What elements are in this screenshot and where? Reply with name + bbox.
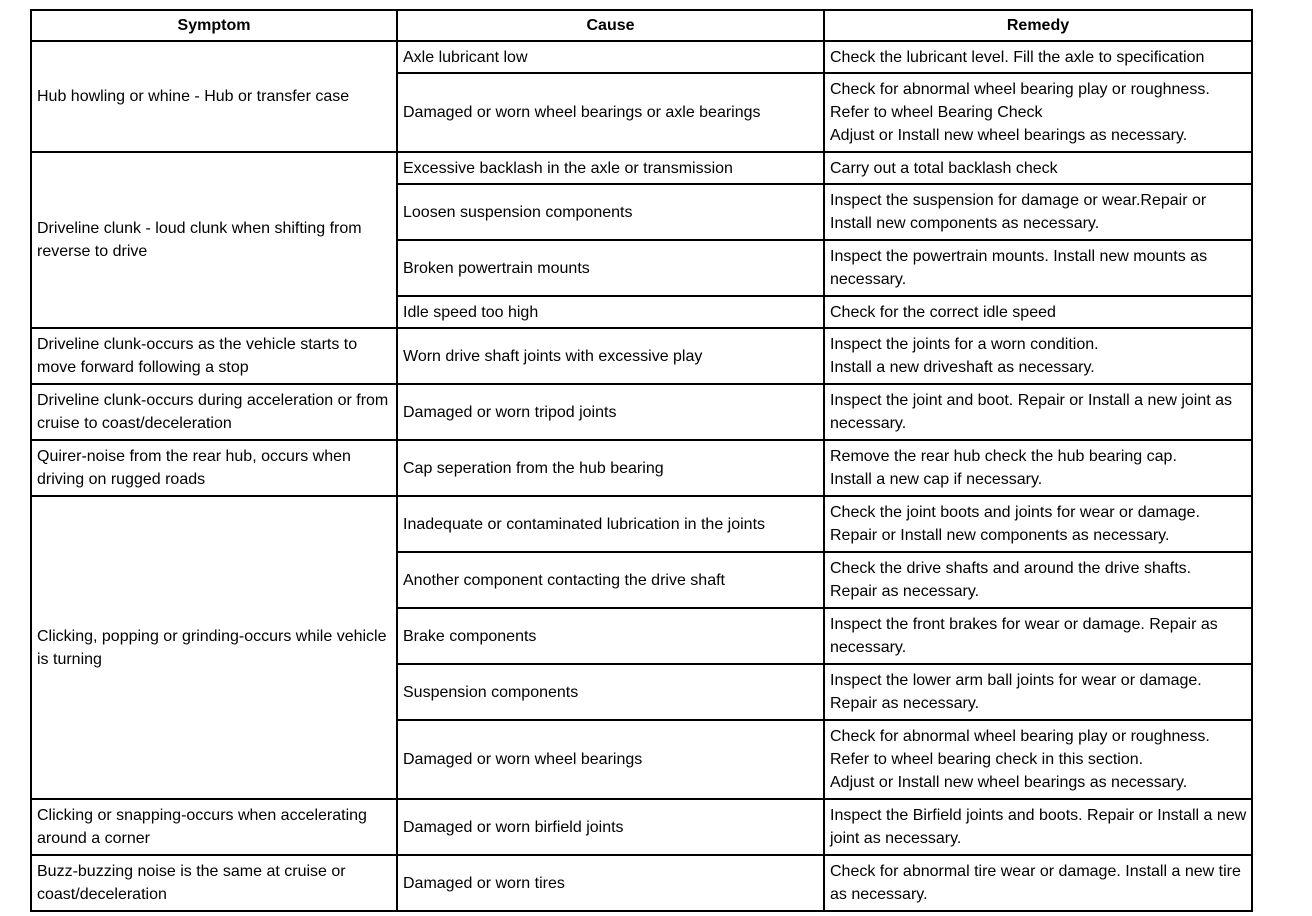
cause-cell: Damaged or worn birfield joints <box>397 799 824 855</box>
remedy-line: Inspect the powertrain mounts. Install new mounts as necessary. <box>830 248 1208 288</box>
remedy-line: Refer to wheel Bearing Check <box>830 104 1043 121</box>
remedy-line: Inspect the lower arm ball joints for wear or damage. <box>830 672 1202 689</box>
remedy-cell <box>824 664 1252 720</box>
remedy-cell <box>824 552 1252 608</box>
remedy-cell <box>824 240 1252 296</box>
remedy-line: Refer to wheel bearing check in this section. <box>830 751 1144 768</box>
remedy-cell <box>824 41 1252 73</box>
remedy-line: Check for the correct idle speed <box>830 303 1056 321</box>
symptom-header: Symptom <box>31 10 397 41</box>
remedy-line: Install a new cap if necessary. <box>830 471 1043 488</box>
table-row <box>31 328 1252 384</box>
cause-cell: Damaged or worn tires <box>397 855 824 911</box>
cause-cell: Worn drive shaft joints with excessive play <box>397 328 824 384</box>
remedy-cell <box>824 799 1252 855</box>
cause-cell: Damaged or worn wheel bearings <box>397 720 824 799</box>
cause-cell: Broken powertrain mounts <box>397 240 824 296</box>
cause-cell: Axle lubricant low <box>397 41 824 73</box>
remedy-line: Carry out a total backlash check <box>830 159 1058 177</box>
remedy-line: Check the joint boots and joints for wear or damage. <box>830 504 1200 521</box>
cause-cell: Another component contacting the drive shaft <box>397 552 824 608</box>
remedy-header: Remedy <box>824 10 1252 41</box>
remedy-cell <box>824 496 1252 552</box>
remedy-line: Inspect the front brakes for wear or damage. Repair as necessary. <box>830 616 1218 656</box>
remedy-cell <box>824 855 1252 911</box>
table-row <box>31 496 1252 552</box>
symptom-cell: Buzz-buzzing noise is the same at cruise or coast/deceleration <box>31 855 397 911</box>
remedy-cell <box>824 152 1252 184</box>
cause-cell: Cap seperation from the hub bearing <box>397 440 824 496</box>
remedy-line: Inspect the joints for a worn condition. <box>830 336 1099 353</box>
remedy-line: Check the drive shafts and around the drive shafts. <box>830 560 1192 577</box>
cause-cell: Excessive backlash in the axle or transmission <box>397 152 824 184</box>
symptom-cell: Clicking or snapping-occurs when accelerating around a corner <box>31 799 397 855</box>
remedy-line: Check for abnormal wheel bearing play or roughness. <box>830 81 1210 98</box>
remedy-line: Install a new driveshaft as necessary. <box>830 359 1095 376</box>
cause-cell: Loosen suspension components <box>397 184 824 240</box>
remedy-line: Check the lubricant level. Fill the axle to specification <box>830 48 1205 66</box>
symptom-cell: Driveline clunk-occurs during acceleration or from cruise to coast/deceleration <box>31 384 397 440</box>
troubleshooting-table <box>30 9 1253 912</box>
remedy-cell <box>824 720 1252 799</box>
remedy-line: Repair as necessary. <box>830 695 980 712</box>
cause-cell: Idle speed too high <box>397 296 824 328</box>
remedy-line: Check for abnormal tire wear or damage. Install a new tire as necessary. <box>830 863 1241 903</box>
remedy-line: Adjust or Install new wheel bearings as necessary. <box>830 774 1188 791</box>
remedy-line: Remove the rear hub check the hub bearing cap. <box>830 448 1177 465</box>
cause-cell: Damaged or worn tripod joints <box>397 384 824 440</box>
table-row <box>31 440 1252 496</box>
remedy-cell <box>824 328 1252 384</box>
remedy-cell <box>824 608 1252 664</box>
remedy-line: Inspect the joint and boot. Repair or Install a new joint as necessary. <box>830 392 1233 432</box>
symptom-cell: Quirer-noise from the rear hub, occurs when driving on rugged roads <box>31 440 397 496</box>
remedy-line: Adjust or Install new wheel bearings as necessary. <box>830 127 1188 144</box>
remedy-cell <box>824 184 1252 240</box>
remedy-line: Check for abnormal wheel bearing play or roughness. <box>830 728 1210 745</box>
table-body <box>31 41 1252 911</box>
table-row <box>31 41 1252 73</box>
symptom-cell: Driveline clunk - loud clunk when shifting from reverse to drive <box>31 152 397 328</box>
cause-cell: Brake components <box>397 608 824 664</box>
cause-cell: Suspension components <box>397 664 824 720</box>
cause-cell: Damaged or worn wheel bearings or axle bearings <box>397 73 824 152</box>
remedy-cell <box>824 73 1252 152</box>
symptom-cell: Hub howling or whine - Hub or transfer case <box>31 41 397 152</box>
table-row <box>31 152 1252 184</box>
cause-cell: Inadequate or contaminated lubrication in the joints <box>397 496 824 552</box>
remedy-cell <box>824 440 1252 496</box>
table-row <box>31 384 1252 440</box>
header-row <box>31 10 1252 41</box>
remedy-cell <box>824 384 1252 440</box>
symptom-cell: Clicking, popping or grinding-occurs while vehicle is turning <box>31 496 397 799</box>
cause-header: Cause <box>397 10 824 41</box>
table-row <box>31 855 1252 911</box>
remedy-line: Repair as necessary. <box>830 583 980 600</box>
table-row <box>31 799 1252 855</box>
remedy-cell <box>824 296 1252 328</box>
remedy-line: Inspect the Birfield joints and boots. Repair or Install a new joint as necessary. <box>830 807 1247 847</box>
symptom-cell: Driveline clunk-occurs as the vehicle starts to move forward following a stop <box>31 328 397 384</box>
remedy-line: Inspect the suspension for damage or wear.Repair or Install new components as necessary. <box>830 192 1207 232</box>
remedy-line: Repair or Install new components as necessary. <box>830 527 1170 544</box>
